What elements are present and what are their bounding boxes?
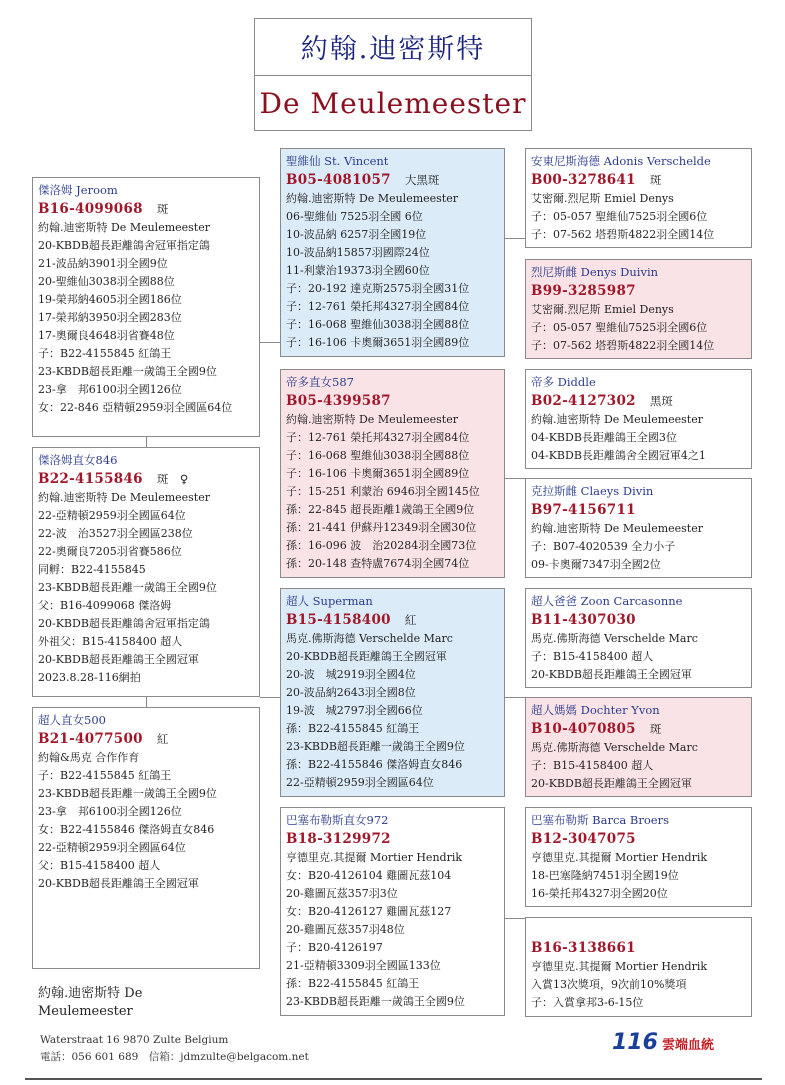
bird-name: 烈尼斯雌 Denys Duivin	[531, 265, 659, 279]
ring-number: B22-4155846 斑 ♀	[38, 471, 189, 487]
pedigree-box-jeroom	[32, 177, 260, 437]
bird-name: 聖維仙 St. Vincent	[286, 154, 389, 168]
footer-phone-email: 電話：056 601 689 信箱：jdmzulte@belgacom.net	[40, 1051, 309, 1063]
connector	[146, 437, 147, 447]
pedigree-box-dochter-yvon	[525, 697, 752, 797]
ring-number: B02-4127302 黑斑	[531, 393, 673, 409]
title-english: De Meulemeester	[259, 87, 527, 120]
logo-number: 116	[612, 1030, 658, 1055]
bottom-divider	[25, 1078, 762, 1080]
ring-number: B99-3285987	[531, 283, 636, 299]
connector	[146, 697, 147, 707]
bird-details: 艾密爾.烈尼斯 Emiel Denys 子：05-057 聖維仙7525羽全國6位 子：07-562 塔碧斯4822羽全國14位	[531, 192, 715, 241]
bird-details: 馬克.佛斯海德 Verschelde Marc 子：B15-4158400 超人 20-KBDB超長距離鴿王全國冠軍	[531, 632, 698, 681]
ring-number: B00-3278641 斑	[531, 172, 662, 188]
bird-details: 亨德里克.其提爾 Mortier Hendrik 女：B20-4126104 雞圖瓦茲104 20-雞圖瓦茲357羽3位 女：B20-4126127 雞圖瓦茲127 20-雞圖瓦茲357羽48位 子：B20-4126197 21-亞精頓3309羽全國區133位 孫：B22-4155845 紅鴿王 23-KBDB超長距離一歲鴿王全國9位	[286, 851, 465, 1008]
connector	[505, 697, 525, 698]
ring-number: B16-4099068 斑	[38, 201, 169, 217]
pedigree-box-b16-3138661	[525, 917, 752, 1017]
bird-name: 安東尼斯海德 Adonis Verschelde	[531, 154, 711, 168]
bird-name: 帝多 Diddle	[531, 375, 596, 389]
connector	[505, 918, 525, 919]
ring-number: B10-4070805 斑	[531, 721, 662, 737]
title-chinese: 約翰.迪密斯特	[300, 34, 486, 65]
ring-number: B97-4156711	[531, 502, 636, 518]
logo-text: 雲端血統	[661, 1038, 714, 1053]
footer-breeder-name: 約翰.迪密斯特 De Meulemeester	[38, 986, 143, 1019]
ring-number: B12-3047075	[531, 831, 636, 847]
connector	[505, 238, 525, 239]
bird-details: 約翰.迪密斯特 De Meulemeester 06-聖維仙 7525羽全國 6位 10-波品納 6257羽全國19位 10-波品納15857羽國際24位 11-利蒙治19373羽全國60位 子：20-192 達克斯2575羽全國31位 子：12-761 榮托邦4327羽全國84位 子：16-068 聖維仙3038羽全國88位 子：16-106 卡奧爾3651羽全國89位	[286, 192, 470, 349]
footer-address: Waterstraat 16 9870 Zulte Belgium	[40, 1034, 229, 1046]
bird-details: 馬克.佛斯海德 Verschelde Marc 20-KBDB超長距離鴿王全國冠軍 20-波 城2919羽全國4位 20-波品納2643羽全國8位 19-波 城2797羽全國66位 孫：B22-4155845 紅鴿王 23-KBDB超長距離一歲鴿王全國9位 孫：B22-4155846 傑洛姆直女846 22-亞精頓2959羽全國區64位	[286, 632, 465, 789]
bird-details: 約翰.迪密斯特 De Meulemeester 子：B07-4020539 全力小子 09-卡奧爾7347羽全國2位	[531, 522, 703, 571]
bird-name: 超人媽媽 Dochter Yvon	[531, 703, 660, 717]
bird-details: 艾密爾.烈尼斯 Emiel Denys 子：05-057 聖維仙7525羽全國6位 子：07-562 塔碧斯4822羽全國14位	[531, 303, 715, 352]
footer-contact	[40, 1032, 309, 1066]
ring-number: B21-4077500 紅	[38, 731, 169, 747]
bird-details: 約翰.迪密斯特 De Meulemeester 20-KBDB超長距離鴿舍冠軍指定鴿 21-波品納3901羽全國9位 20-聖維仙3038羽全國88位 19-榮邦納4605羽全國186位 17-榮邦納3950羽全國283位 17-奧爾良4648羽省賽48位 子：B22-4155845 紅鴿王 23-KBDB超長距離一歲鴿王全國9位 23-拿 邦6100羽全國126位 女：22-846 亞精頓2959羽全國區64位	[38, 221, 233, 414]
ring-number: B18-3129972	[286, 831, 391, 847]
pedigree-box-superman-500	[32, 707, 260, 969]
bird-details: 亨德里克.其提爾 Mortier Hendrik 18-巴塞隆納7451羽全國19位 16-榮托邦4327羽全國20位	[531, 851, 708, 900]
bird-name: 巴塞布勒斯 Barca Broers	[531, 813, 669, 827]
pedigree-box-barca-broers	[525, 807, 752, 907]
bird-details: 亨德里克.其提爾 Mortier Hendrik 入賞13次獎項，9次前10%獎項 子：入賞拿邦3-6-15位	[531, 960, 708, 1009]
connector	[260, 342, 280, 343]
ring-number: B16-3138661	[531, 940, 636, 956]
bird-details: 約翰&馬克 合作作育 子：B22-4155845 紅鴿王 23-KBDB超長距離一歲鴿王全國9位 23-拿 邦6100羽全國126位 女：B22-4155846 傑洛姆直女846 22-亞精頓2959羽全國區64位 父：B15-4158400 超人 20-KBDB超長距離鴿王全國冠軍	[38, 751, 217, 890]
pedigree-box-diddle	[525, 369, 752, 469]
logo-116	[612, 1030, 714, 1055]
connector	[260, 697, 280, 698]
bird-details: 約翰.迪密斯特 De Meulemeester 22-亞精頓2959羽全國區64位 22-波 治3527羽全國區238位 22-奧爾良7205羽省賽586位 同孵：B22-4155845 23-KBDB超長距離一歲鴿王全國9位 父：B16-4099068 傑洛姆 20-KBDB超長距離鴿舍冠軍指定鴿 外祖父：B15-4158400 超人 20-KBDB超長距離鴿王全國冠軍 2023.8.28-116網拍	[38, 491, 217, 684]
pedigree-box-daughter-846	[32, 447, 260, 697]
bird-name: 傑洛姆直女846	[38, 453, 118, 467]
bird-name: 克拉斯雌 Claeys Divin	[531, 484, 654, 498]
pedigree-box-denys-duivin	[525, 259, 752, 359]
pedigree-box-claeys-divin	[525, 478, 752, 578]
bird-name: 超人 Superman	[286, 594, 373, 608]
pedigree-box-st-vincent	[280, 148, 505, 357]
pedigree-box-zoon-carcasonne	[525, 588, 752, 688]
ring-number: B05-4081057 大黑斑	[286, 172, 440, 188]
title-divider	[255, 75, 531, 76]
bird-name: 傑洛姆 Jeroom	[38, 183, 118, 197]
pedigree-box-diddle-587	[280, 369, 505, 578]
bird-details: 約翰.迪密斯特 De Meulemeester 子：12-761 榮托邦4327羽全國84位 子：16-068 聖維仙3038羽全國88位 子：16-106 卡奧爾3651羽全國89位 子：15-251 利蒙治 6946羽全國145位 孫：22-845 超長距離1歲鴿王全國9位 孫：21-441 伊蘇丹12349羽全國30位 孫：16-096 波 治20284羽全國73位 孫：20-148 查特盧7674羽全國74位	[286, 413, 480, 570]
pedigree-box-superman	[280, 588, 505, 797]
pedigree-box-adonis	[525, 148, 752, 248]
bird-name: 巴塞布勒斯直女972	[286, 813, 389, 827]
pedigree-box-barca-972	[280, 807, 505, 1016]
ring-number: B11-4307030	[531, 612, 636, 628]
title-box	[254, 18, 532, 131]
bird-name: 超人直女500	[38, 713, 106, 727]
bird-details: 馬克.佛斯海德 Verschelde Marc 子：B15-4158400 超人 20-KBDB超長距離鴿王全國冠軍	[531, 741, 698, 790]
bird-name: 超人爸爸 Zoon Carcasonne	[531, 594, 683, 608]
bird-details: 約翰.迪密斯特 De Meulemeester 04-KBDB長距離鴿王全國3位 04-KBDB長距離鴿舍全國冠軍4之1	[531, 413, 706, 462]
ring-number: B15-4158400 紅	[286, 612, 417, 628]
bird-name: 帝多直女587	[286, 375, 354, 389]
ring-number: B05-4399587	[286, 393, 391, 409]
connector	[505, 478, 525, 479]
